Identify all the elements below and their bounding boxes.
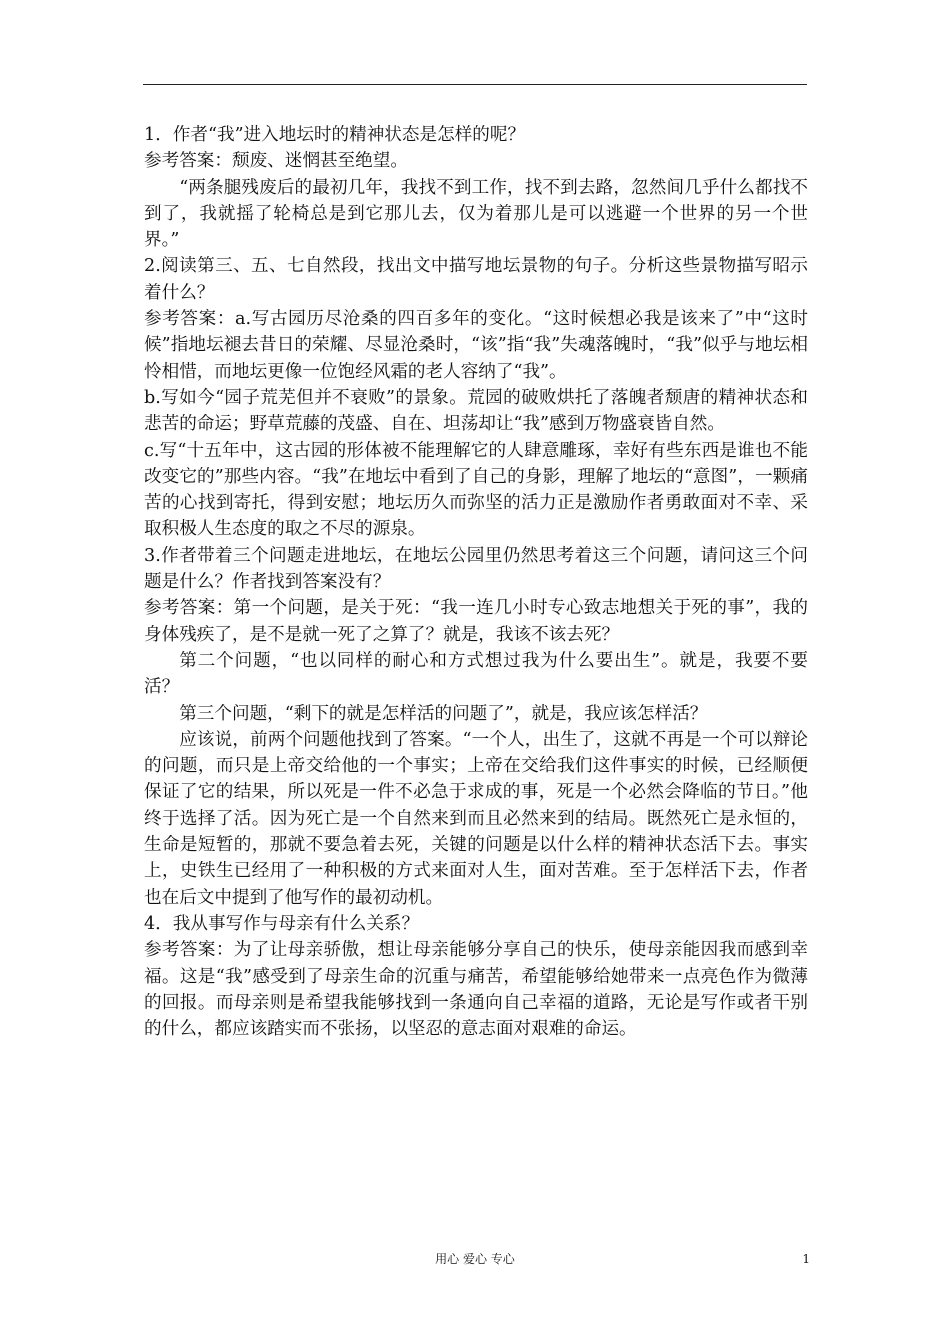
- answer-3-third: 第三个问题，“剩下的就是怎样活的问题了”，就是，我应该怎样活？: [179, 703, 708, 724]
- question-2: 2.阅读第三、五、七自然段，找出文中描写地坛景物的句子。分析这些景物描写昭示着什么？: [144, 256, 808, 303]
- answer-4: 参考答案：为了让母亲骄傲，想让母亲能够分享自己的快乐，使母亲能因我而感到幸福。这是“我”感受到了母亲生命的沉重与痛苦，希望能够给她带来一点亮色作为微薄的回报。而母亲则是希望我能够找到一条通向自己幸福的道路，无论是写作或者干别的什么，都应该踏实而不张扬，以坚忍的意志面对艰难的命运。: [144, 940, 808, 1040]
- answer-2-c: c.写“十五年中，这古园的形体被不能理解它的人肆意雕琢，幸好有些东西是谁也不能改变它的”那些内容。“我”在地坛中看到了自己的身影，理解了地坛的“意图”，一颗痛苦的心找到寄托，得到安慰；地坛历久而弥坚的活力正是激励作者勇敢面对不幸、采取积极人生态度的取之不尽的源泉。: [144, 440, 808, 540]
- page-number: 1: [802, 1252, 810, 1266]
- document-body: [144, 122, 808, 1042]
- answer-3-discussion: 应该说，前两个问题他找到了答案。“一个人，出生了，这就不再是一个可以辩论的问题，而只是上帝交给他的一个事实；上帝在交给我们这件事实的时候，已经顺便保证了它的结果，所以死是一件不必急于求成的事，死是一个必然会降临的节日。”他终于选择了活。因为死亡是一个自然来到而且必然来到的结局。既然死亡是永恒的，生命是短暂的，那就不要急着去死，关键的问题是以什么样的精神状态活下去。事实上，史铁生已经用了一种积极的方式来面对人生，面对苦难。至于怎样活下去，作者也在后文中提到了他写作的最初动机。: [144, 729, 808, 908]
- question-1: 1．作者“我”进入地坛时的精神状态是怎样的呢？: [144, 125, 526, 145]
- answer-1-label: 参考答案：颓废、迷惘甚至绝望。: [144, 151, 408, 172]
- question-3: 3.作者带着三个问题走进地坛，在地坛公园里仍然思考着这三个问题，请问这三个问题是什么？作者找到答案没有？: [144, 545, 808, 593]
- header-rule: [143, 84, 807, 85]
- question-4: 4．我从事写作与母亲有什么关系？: [144, 913, 420, 934]
- answer-1-quote: “两条腿残废后的最初几年，我找不到工作，找不到去路，忽然间几乎什么都找不到了，我就摇了轮椅总是到它那儿去，仅为着那儿是可以逃避一个世界的另一个世界。”: [144, 177, 808, 251]
- answer-2-a: 参考答案：a.写古园历尽沧桑的四百多年的变化。“这时候想必我是该来了”中“这时候”指地坛褪去昔日的荣耀、尽显沧桑时，“该”指“我”失魂落魄时，“我”似乎与地坛相怜相惜，而地坛更像一位饱经风霜的老人容纳了“我”。: [144, 309, 808, 382]
- answer-2-b: b.写如今“园子荒芜但并不衰败”的景象。荒园的破败烘托了落魄者颓唐的精神状态和悲苦的命运；野草荒藤的茂盛、自在、坦荡却让“我”感到万物盛衰皆自然。: [144, 387, 808, 435]
- answer-3-second: 第二个问题，“也以同样的耐心和方式想过我为什么要出生”。就是，我要不要活？: [144, 650, 808, 698]
- answer-3-first: 参考答案：第一个问题，是关于死：“我一连几小时专心致志地想关于死的事”，我的身体残疾了，是不是就一死了之算了？就是，我该不该去死？: [144, 598, 808, 645]
- footer-motto: 用心 爱心 专心: [435, 1252, 515, 1266]
